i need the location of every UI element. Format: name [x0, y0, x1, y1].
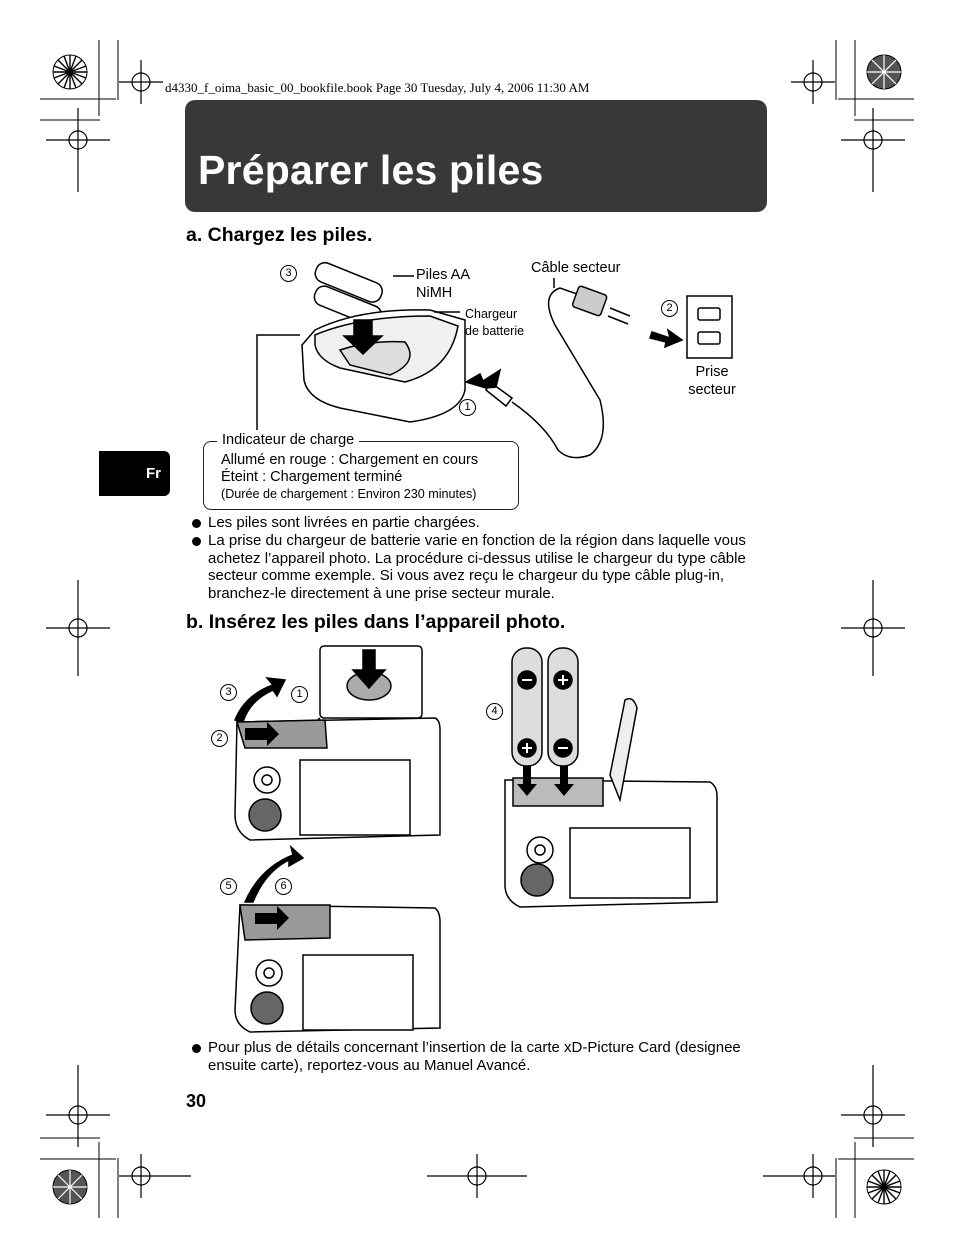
- section-a-heading: a. Chargez les piles.: [186, 224, 373, 246]
- section-b-bullets: [190, 1039, 770, 1075]
- bullet-icon: [192, 1044, 201, 1053]
- label-outlet: Prise secteur: [688, 364, 736, 398]
- indicator-line-red: Allumé en rouge : Chargement en cours: [221, 452, 479, 468]
- step-1-marker: 1: [459, 399, 476, 416]
- step-1-marker-b: 1: [291, 686, 308, 703]
- charge-indicator-title: Indicateur de charge: [217, 432, 359, 448]
- label-batteries: Piles AA NiMH: [416, 267, 470, 301]
- list-item: Pour plus de détails concernant l’insertion de la carte xD-Picture Card (designee ensuite carte), reportez-vous au Manuel Avancé.: [190, 1039, 770, 1075]
- bullet-icon: [192, 537, 201, 546]
- indicator-line-off: Éteint : Chargement terminé: [221, 469, 403, 485]
- step-6-marker-b: 6: [275, 878, 292, 895]
- camera-illustration: [205, 640, 725, 1040]
- list-item: Les piles sont livrées en partie chargées.: [190, 514, 770, 532]
- step-4-marker-b: 4: [486, 703, 503, 720]
- step-3-marker: 3: [280, 265, 297, 282]
- list-item: La prise du chargeur de batterie varie en fonction de la région dans laquelle vous achetez l’appareil photo. La procédure ci-dessus utilise le chargeur du type câble secteur comme exemple. Si vous avez reçu le chargeur du type câble plug-in, branchez-le directement à une prise secteur murale.: [190, 532, 770, 603]
- language-tab-label: Fr: [146, 465, 161, 482]
- step-5-marker-b: 5: [220, 878, 237, 895]
- print-meta-line: d4330_f_oima_basic_00_bookfile.book Page 30 Tuesday, July 4, 2006 11:30 AM: [165, 80, 590, 95]
- bullet-icon: [192, 519, 201, 528]
- label-cable: Câble secteur: [531, 260, 621, 276]
- label-charger: Chargeur de batterie: [465, 307, 525, 338]
- indicator-line-duration: (Durée de chargement : Environ 230 minutes): [221, 487, 477, 501]
- section-b-heading: b. Insérez les piles dans l’appareil photo.: [186, 611, 566, 633]
- page-number: 30: [186, 1091, 207, 1111]
- charge-indicator-lines: [221, 452, 478, 503]
- step-2-marker: 2: [661, 300, 678, 317]
- page-title: Préparer les piles: [198, 147, 544, 193]
- section-a-bullets: [190, 514, 770, 603]
- step-3-marker-b: 3: [220, 684, 237, 701]
- step-2-marker-b: 2: [211, 730, 228, 747]
